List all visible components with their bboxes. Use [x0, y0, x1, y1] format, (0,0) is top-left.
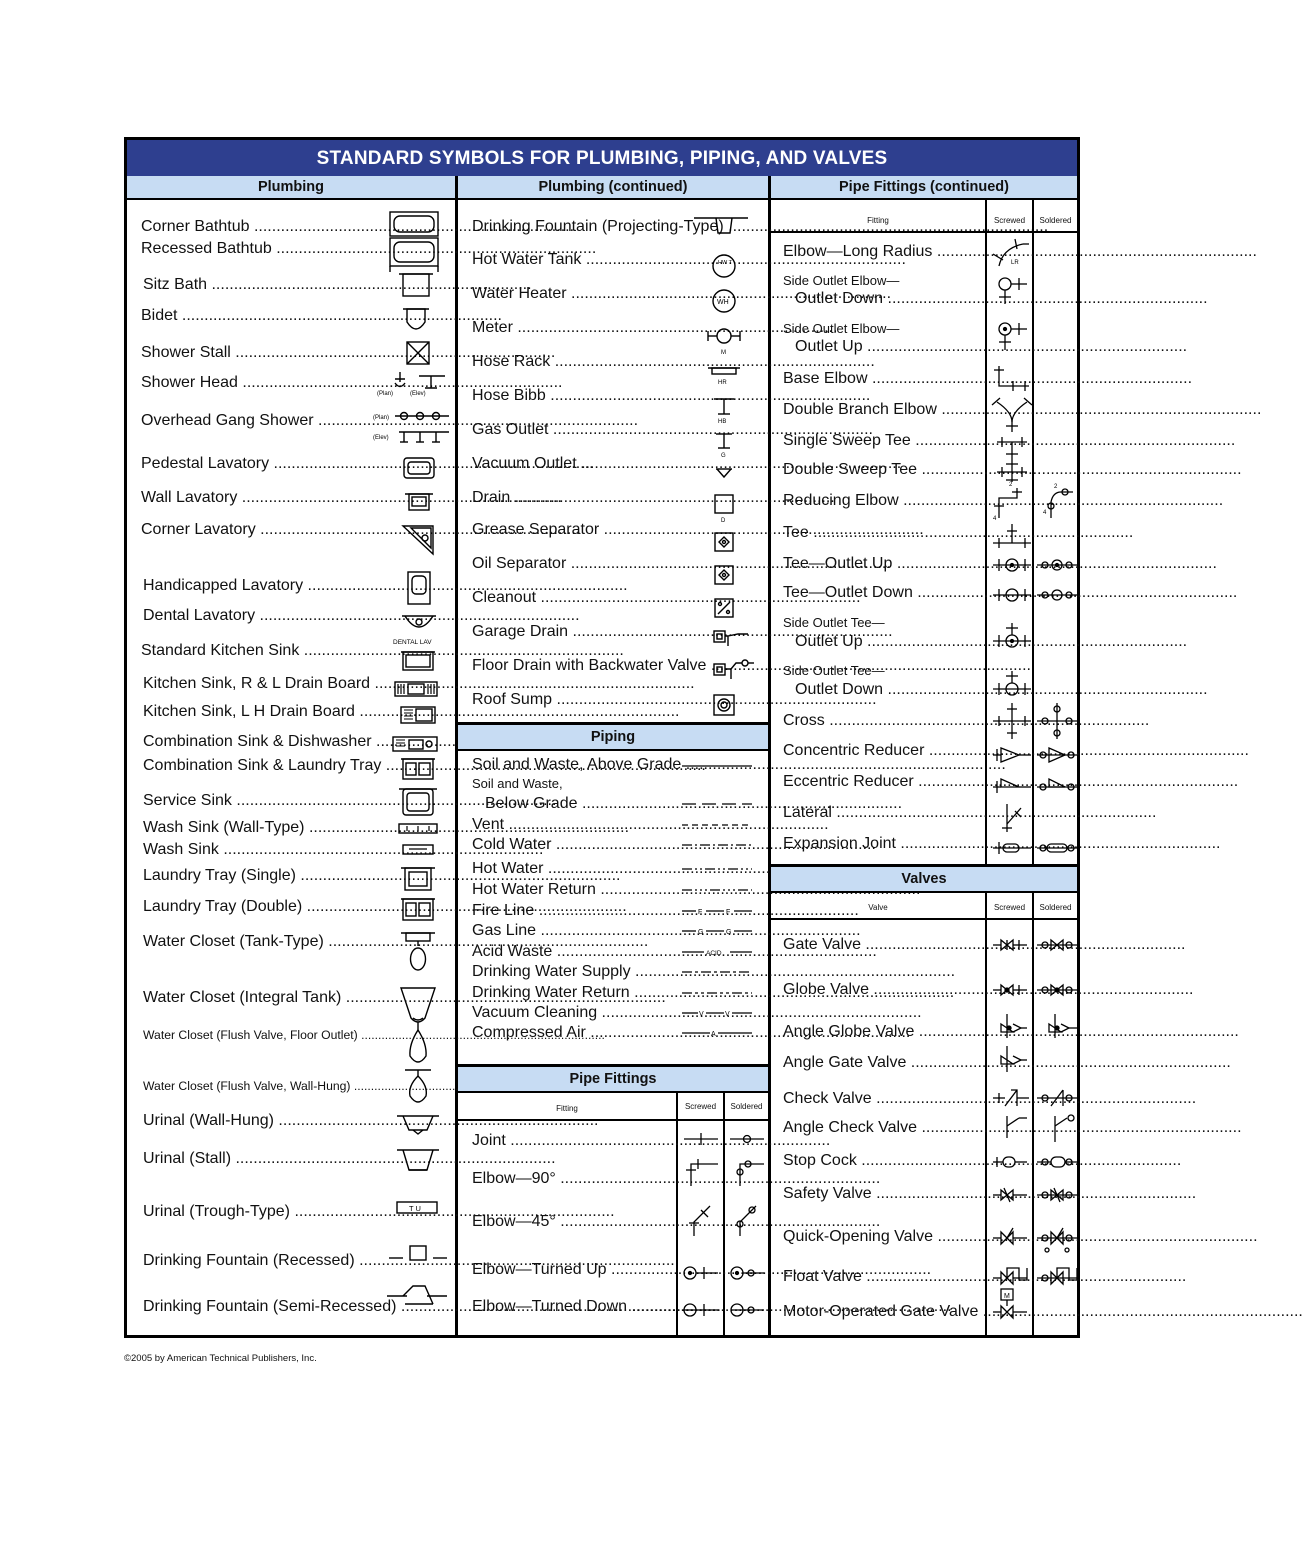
list-item: Gate Valve .....: [783, 936, 979, 954]
list-item: Concentric Reducer .....: [783, 742, 979, 760]
list-item: Urinal (Wall-Hung) .....: [143, 1112, 386, 1130]
quick-opening-valve-soldered-icon: [1037, 1228, 1077, 1252]
list-item: Hose Bibb .....: [472, 387, 698, 405]
handicapped-lavatory-icon: [408, 572, 430, 604]
copyright-notice: ©2005 by American Technical Publishers, Inc.: [124, 1353, 317, 1364]
column-header: Soldered: [1039, 903, 1072, 912]
pipe-fittings-header: Pipe Fittings: [458, 1067, 768, 1093]
column-header: Fitting: [556, 1104, 578, 1113]
wall-lavatory-icon: [405, 494, 433, 510]
list-item: Side Outlet Tee—: [783, 615, 885, 630]
list-item: Water Closet (Flush Valve, Wall-Hung) .....: [143, 1079, 386, 1097]
angle-check-valve-soldered-icon: [1055, 1115, 1074, 1142]
list-item: Meter .....: [472, 319, 700, 337]
list-item: Drinking Water Supply .....: [472, 963, 672, 981]
list-item: Soil and Waste,: [472, 776, 563, 791]
list-item: Elbow—Turned Up .....: [472, 1261, 672, 1279]
list-item: Water Closet (Tank-Type) .....: [143, 933, 386, 951]
urinal-stall-icon: [397, 1150, 439, 1170]
svg-text:WH: WH: [717, 299, 729, 306]
drinking-fountain-recessed-icon: [389, 1246, 447, 1260]
check-valve-soldered-icon: [1037, 1090, 1077, 1106]
list-item: Gas Line .....: [472, 922, 672, 940]
plumbing-header: Plumbing: [127, 176, 455, 200]
svg-text:M: M: [1004, 1293, 1010, 1300]
safety-valve-screwed-icon: [993, 1188, 1027, 1202]
list-item: Outlet Up .....: [795, 633, 979, 651]
list-item: Cross .....: [783, 712, 979, 730]
list-item: Drain .....: [472, 489, 698, 507]
list-item: Drinking Fountain (Recessed) .....: [143, 1252, 386, 1270]
joint-screwed-icon: [684, 1133, 718, 1145]
list-item: Wash Sink .....: [143, 841, 386, 859]
list-item: Quick-Opening Valve .....: [783, 1228, 979, 1246]
water-closet-tank-icon: [401, 933, 435, 970]
bidet-icon: [403, 309, 429, 329]
column-header: Screwed: [993, 903, 1026, 912]
stop-cock-soldered-icon: [1037, 1157, 1077, 1167]
sitz-bath-icon: [399, 274, 433, 296]
list-item: Lateral .....: [783, 804, 979, 822]
svg-text:ACID: ACID: [706, 950, 722, 957]
list-item: Angle Check Valve .....: [783, 1119, 979, 1137]
svg-text:2: 2: [1009, 482, 1013, 488]
water-closet-wall-icon: [405, 1070, 431, 1102]
list-item: Vent .....: [472, 816, 672, 834]
svg-text:DENTAL LAV: DENTAL LAV: [393, 639, 432, 646]
list-item: Laundry Tray (Single) .....: [143, 867, 386, 885]
plumbing-column: [127, 176, 455, 1335]
list-item: Safety Valve .....: [783, 1185, 979, 1203]
laundry-tray-single-icon: [401, 868, 435, 890]
list-item: Shower Head .....: [141, 374, 380, 392]
list-item: Drinking Water Return .....: [472, 984, 672, 1002]
gang-shower-icon: [395, 413, 449, 443]
sink-laundry-icon: [401, 759, 435, 779]
list-item: Expansion Joint .....: [783, 835, 979, 853]
list-item: Urinal (Trough-Type) .....: [143, 1203, 386, 1221]
list-item: Dental Lavatory .....: [143, 607, 386, 625]
symbol-chart: [124, 137, 1080, 1338]
list-item: Side Outlet Tee—: [783, 663, 885, 678]
list-item: Double Sweep Tee .....: [783, 461, 979, 479]
column-header: Screwed: [684, 1102, 717, 1111]
list-item: Hot Water .....: [472, 860, 672, 878]
elbow-90-screwed-icon: [686, 1159, 718, 1186]
list-item: Hose Rack .....: [472, 353, 698, 371]
pipe-fittings-continued-column: [771, 176, 1077, 1335]
shower-head-icon: [395, 372, 445, 388]
angle-gate-valve-icon: [1001, 1046, 1027, 1072]
chart-title: STANDARD SYMBOLS FOR PLUMBING, PIPING, AND VALVES: [127, 140, 1077, 176]
svg-text:4: 4: [993, 516, 997, 522]
svg-text:M: M: [721, 350, 726, 356]
list-item: Double Branch Elbow .....: [783, 401, 979, 419]
angle-globe-valve-screwed-icon: [1001, 1014, 1027, 1038]
list-item: Kitchen Sink, R & L Drain Board .....: [143, 675, 381, 693]
svg-text:4: 4: [1043, 510, 1047, 516]
list-item: Motor-Operated Gate Valve .....: [783, 1303, 979, 1321]
list-item: Water Closet (Integral Tank) .....: [143, 989, 386, 1007]
angle-globe-valve-soldered-icon: [1049, 1014, 1077, 1038]
list-item: Combination Sink & Laundry Tray .....: [143, 757, 384, 775]
piping-header: Piping: [458, 725, 768, 751]
svg-text:HB: HB: [718, 419, 727, 425]
list-item: Float Valve .....: [783, 1268, 979, 1286]
list-item: Side Outlet Elbow—: [783, 273, 900, 288]
column-header: Valve: [868, 903, 888, 912]
svg-text:A: A: [711, 1031, 716, 1038]
list-item: Acid Waste .....: [472, 943, 672, 961]
list-item: Compressed Air .....: [472, 1024, 672, 1042]
list-item: Floor Drain with Backwater Valve .....: [472, 657, 700, 675]
plumbing-continued-header: Plumbing (continued): [458, 176, 768, 200]
list-item: Hot Water Tank .....: [472, 251, 700, 269]
list-item: Outlet Up .....: [795, 338, 979, 356]
list-item: Garage Drain .....: [472, 623, 700, 641]
joint-soldered-icon: [730, 1136, 764, 1143]
recessed-bathtub-icon: [390, 238, 438, 272]
svg-text:(Plan): (Plan): [377, 391, 394, 397]
svg-text:F: F: [726, 909, 731, 916]
column-header: Soldered: [1039, 216, 1072, 225]
list-item: Cleanout .....: [472, 589, 700, 607]
list-item: Corner Lavatory .....: [141, 521, 386, 539]
list-item: Roof Sump .....: [472, 691, 700, 709]
column-header: Fitting: [867, 216, 889, 225]
list-item: Base Elbow .....: [783, 370, 979, 388]
dental-lavatory-icon: [402, 616, 436, 627]
float-valve-screwed-icon: [993, 1268, 1027, 1284]
list-item: Bidet .....: [141, 307, 386, 325]
quick-opening-valve-screwed-icon: [993, 1228, 1027, 1244]
svg-text:(Elev): (Elev): [410, 391, 426, 397]
valves-header: Valves: [771, 867, 1077, 893]
check-valve-screwed-icon: [993, 1090, 1029, 1106]
list-item: Elbow—Turned Down .....: [472, 1298, 672, 1316]
list-item: Tee .....: [783, 524, 979, 542]
elbow-45-soldered-icon: [737, 1206, 756, 1236]
svg-text:T U: T U: [409, 1204, 421, 1213]
pipe-fitting-symbols: [458, 176, 768, 1340]
list-item: Elbow—90° .....: [472, 1170, 672, 1188]
svg-text:HW T: HW T: [718, 260, 732, 266]
list-item: Urinal (Stall) .....: [143, 1150, 386, 1168]
list-item: Recessed Bathtub .....: [141, 240, 378, 258]
list-item: Handicapped Lavatory .....: [143, 577, 386, 595]
list-item: Wall Lavatory .....: [141, 489, 386, 507]
list-item: Combination Sink & Dishwasher .....: [143, 733, 386, 751]
globe-valve-soldered-icon: [1037, 985, 1077, 995]
list-item: Hot Water Return .....: [472, 881, 672, 899]
list-item: Gas Outlet .....: [472, 421, 698, 439]
list-item: Standard Kitchen Sink .....: [141, 642, 382, 660]
motor-gate-valve-icon: [993, 1289, 1027, 1318]
laundry-tray-double-icon: [401, 899, 435, 920]
list-item: Sitz Bath .....: [143, 276, 386, 294]
list-item: Kitchen Sink, L H Drain Board .....: [143, 703, 385, 721]
elbow-90-soldered-icon: [737, 1161, 764, 1186]
list-item: Corner Bathtub .....: [141, 218, 378, 236]
elbow-turned-down-screwed-icon: [684, 1304, 718, 1316]
svg-text:F: F: [698, 909, 703, 916]
water-closet-floor-icon: [410, 1022, 426, 1062]
drinking-fountain-semi-icon: [387, 1286, 447, 1304]
sink-dishwasher-icon: [393, 737, 437, 751]
list-item: Joint .....: [472, 1132, 672, 1150]
list-item: Drinking Fountain (Semi-Recessed) .....: [143, 1298, 386, 1316]
list-item: Overhead Gang Shower .....: [141, 412, 380, 430]
svg-text:HR: HR: [718, 380, 727, 386]
kitchen-sink-rl-icon: [395, 682, 437, 696]
wash-sink-wall-icon: [399, 824, 437, 833]
list-item: Side Outlet Elbow—: [783, 321, 900, 336]
list-item: Laundry Tray (Double) .....: [143, 898, 386, 916]
svg-text:(Plan): (Plan): [373, 415, 390, 421]
gate-valve-screwed-icon: [993, 940, 1027, 950]
list-item: Single Sweep Tee .....: [783, 432, 979, 450]
list-item: Pedestal Lavatory .....: [141, 455, 386, 473]
list-item: Soil and Waste, Above Grade .....: [472, 756, 676, 774]
kitchen-sink-icon: [401, 652, 435, 670]
plumbing-continued-column: [458, 176, 768, 1335]
list-item: Elbow—45° .....: [472, 1213, 672, 1231]
list-item: Shower Stall .....: [141, 344, 386, 362]
list-item: Angle Gate Valve .....: [783, 1054, 979, 1072]
svg-text:G: G: [698, 929, 704, 936]
svg-text:D: D: [721, 518, 726, 524]
kitchen-sink-lh-icon: [401, 707, 435, 723]
svg-text:V: V: [725, 1011, 730, 1018]
globe-valve-screwed-icon: [993, 985, 1027, 995]
pipe-fittings-continued-header: Pipe Fittings (continued): [771, 176, 1077, 200]
svg-text:2: 2: [1054, 484, 1058, 490]
list-item: Globe Valve .....: [783, 981, 979, 999]
wash-sink-icon: [403, 845, 433, 854]
list-item: Cold Water .....: [472, 836, 672, 854]
svg-text:G: G: [721, 453, 726, 459]
list-item: Stop Cock .....: [783, 1152, 979, 1170]
stop-cock-screwed-icon: [993, 1157, 1027, 1167]
svg-text:(Elev): (Elev): [373, 435, 389, 441]
corner-lavatory-icon: [403, 526, 433, 554]
angle-check-valve-screwed-icon: [1007, 1116, 1027, 1138]
urinal-wall-icon: [397, 1116, 439, 1134]
list-item: Fire Line .....: [472, 902, 672, 920]
list-item: Tee—Outlet Up .....: [783, 555, 979, 573]
svg-text:V: V: [699, 1011, 704, 1018]
list-item: Wash Sink (Wall-Type) .....: [143, 819, 386, 837]
list-item: Reducing Elbow .....: [783, 492, 979, 510]
list-item: Outlet Down .....: [795, 681, 979, 699]
list-item: Water Closet (Flush Valve, Floor Outlet) .....: [143, 1028, 386, 1046]
list-item: Outlet Down .....: [795, 290, 979, 308]
water-closet-integral-icon: [401, 988, 435, 1022]
list-item: Angle Globe Valve .....: [783, 1023, 979, 1041]
list-item: Elbow—Long Radius .....: [783, 243, 979, 261]
list-item: Grease Separator .....: [472, 521, 698, 539]
corner-bathtub-icon: [390, 212, 438, 236]
list-item: Oil Separator .....: [472, 555, 698, 573]
elbow-turned-down-soldered-icon: [731, 1304, 764, 1316]
column-header: Soldered: [730, 1102, 763, 1111]
list-item: Below Grade .....: [485, 795, 673, 813]
plumbing-symbols: [127, 176, 455, 1340]
list-item: Water Heater .....: [472, 285, 700, 303]
gate-valve-soldered-icon: [1037, 940, 1077, 950]
list-item: Eccentric Reducer .....: [783, 773, 979, 791]
float-valve-soldered-icon: [1037, 1268, 1077, 1284]
list-item: Vacuum Outlet .....: [472, 455, 698, 473]
list-item: Service Sink .....: [143, 792, 386, 810]
list-item: Vacuum Cleaning .....: [472, 1004, 672, 1022]
valve-symbols: [771, 176, 1077, 1340]
list-item: Tee—Outlet Down .....: [783, 584, 979, 602]
safety-valve-soldered-icon: [1037, 1188, 1077, 1202]
svg-text:G: G: [726, 929, 732, 936]
column-header: Screwed: [993, 216, 1026, 225]
elbow-turned-up-screwed-icon: [684, 1267, 718, 1279]
elbow-turned-up-soldered-icon: [731, 1267, 764, 1279]
svg-text:LR: LR: [1011, 260, 1019, 266]
list-item: Drinking Fountain (Projecting-Type) .....: [472, 218, 698, 236]
shower-stall-icon: [407, 342, 429, 364]
pedestal-lavatory-icon: [404, 458, 434, 478]
elbow-45-screwed-icon: [689, 1206, 710, 1236]
service-sink-icon: [399, 789, 437, 815]
list-item: Check Valve .....: [783, 1090, 979, 1108]
